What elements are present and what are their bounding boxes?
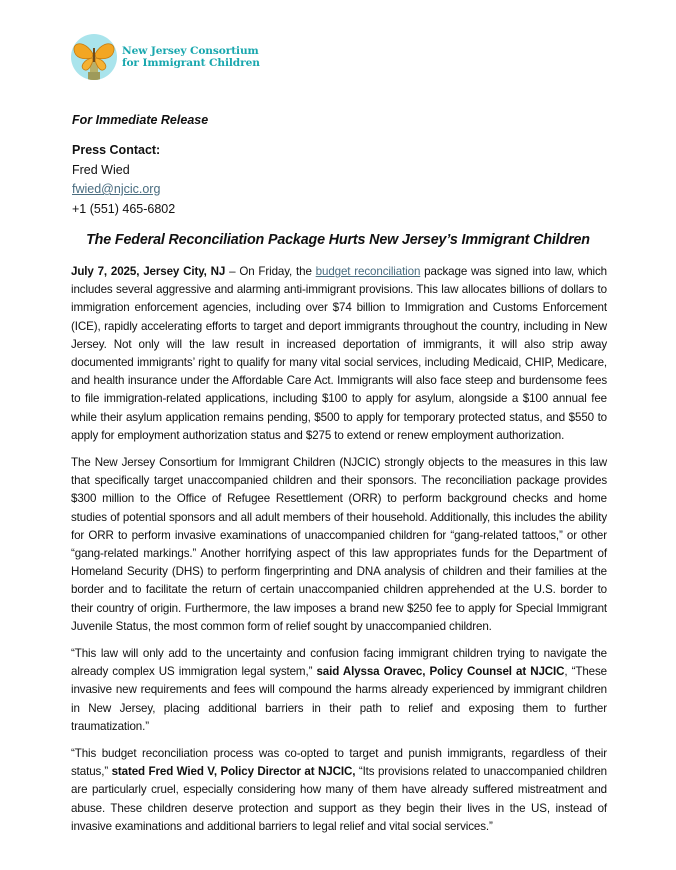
organization-name-line-2: for Immigrant Children xyxy=(122,57,260,69)
quote-wied-part-2: “Its provisions related to unaccompanied children are particularly cruel, especially considering how many of them have already suffered mistreatment and abuse. These children deserve protection and support as they begin their lives in the US, instead of invasive examinations and additional barriers to legal relief and vital social services.” xyxy=(71,765,608,833)
paragraph-4 xyxy=(71,745,607,836)
paragraph-3 xyxy=(71,645,607,736)
press-contact-label: Press Contact: xyxy=(72,143,161,157)
release-label: For Immediate Release xyxy=(72,113,209,127)
contact-email-link[interactable]: fwied@njcic.org xyxy=(72,182,161,196)
contact-name: Fred Wied xyxy=(72,162,130,177)
paragraph-2: The New Jersey Consortium for Immigrant Children (NJCIC) strongly objects to the measures in this law that specifically target unaccompanied children and their sponsors. The reconciliation package provides $300 million to the Office of Refugee Resettlement (ORR) to perform background checks and home studies of potential sponsors and all adult members of their household. Additionally, this includes the ability for ORR to perform invasive examinations of unaccompanied children for “gang-related tattoos,” or other “gang-related markings.” Another horrifying aspect of this law appropriates funds for the Department of Homeland Security (DHS) to perform fingerprinting and DNA analysis of children and their families at the border and to facilitate the return of certain unaccompanied children apprehended at the U.S. border to their country of origin. Furthermore, the law imposes a brand new $250 fee to apply for Special Immigrant Juvenile Status, the most common form of relief sought by unaccompanied children. xyxy=(71,456,607,633)
attribution-oravec: said Alyssa Oravec, Policy Counsel at NJCIC xyxy=(316,665,565,679)
paragraph-1 xyxy=(71,263,607,445)
attribution-wied: stated Fred Wied V, Policy Director at NJCIC, xyxy=(111,765,356,779)
paragraph-1-lead: – On Friday, the xyxy=(225,265,316,278)
dateline: July 7, 2025, Jersey City, NJ xyxy=(71,265,226,278)
monarch-butterfly-statue-of-liberty-icon xyxy=(71,34,117,80)
quote-oravec-part-2: , “These invasive new requirements and fees will compound the harms already experienced by immigrant children in New Jersey, placing additional barriers in their path to relief and exposing them to further traumatization.” xyxy=(71,665,607,733)
organization-name xyxy=(122,45,260,69)
quote-oravec-part-1: “This law will only add to the uncertainty and confusion facing immigrant children trying to navigate the already complex US immigration legal system,” xyxy=(71,647,607,679)
njcic-logo xyxy=(71,34,260,80)
contact-phone: +1 (551) 465-6802 xyxy=(72,201,176,216)
headline: The Federal Reconciliation Package Hurts New Jersey’s Immigrant Children xyxy=(86,232,590,248)
paragraph-1-text: package was signed into law, which includes several aggressive and alarming anti-immigrant provisions. This law allocates billions of dollars to immigration enforcement agencies, including over $74 billion to Immigration and Customs Enforcement (ICE), rapidly accelerating efforts to target and deport immigrants throughout the country, including in New Jersey. Not only will the law result in increased deportation of immigrants, it will also strip away documented immigrants’ right to qualify for many vital social services, including Medicaid, CHIP, Medicare, and health insurance under the Affordable Care Act. Immigrants will also face steep and burdensome fees to file immigration-related applications, including $100 to apply for asylum, alongside a $100 annual fee while their asylum application remains pending, $500 to apply for temporary protected status, and $550 to apply for employment authorization status and $275 to extend or renew employment authorization. xyxy=(71,265,607,442)
organization-name-line-1: New Jersey Consortium xyxy=(122,45,259,57)
article-body xyxy=(71,263,607,845)
quote-wied-part-1: “This budget reconciliation process was co-opted to target and punish immigrants, regardless of their status,” xyxy=(71,747,607,779)
budget-reconciliation-link[interactable]: budget reconciliation xyxy=(315,265,421,278)
press-contact-block xyxy=(72,141,175,219)
